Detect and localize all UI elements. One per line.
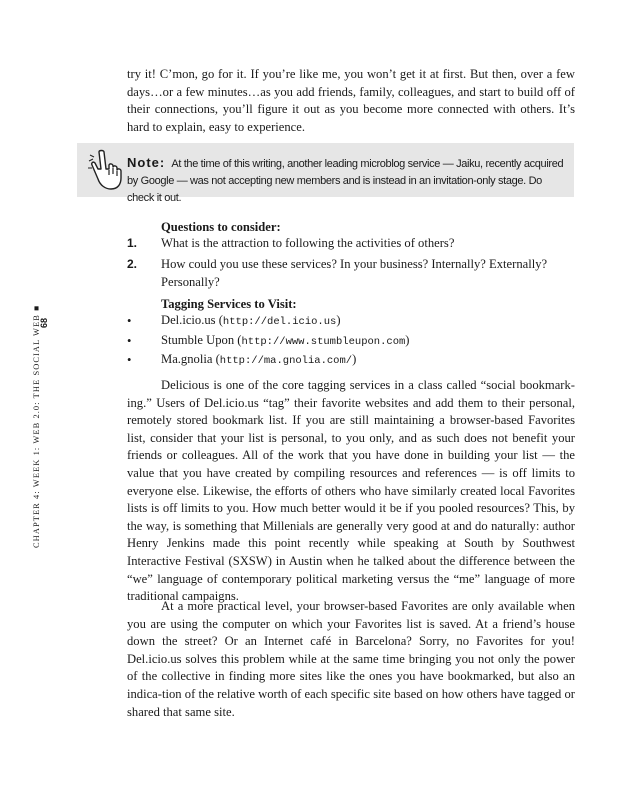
bullet: • xyxy=(127,353,132,367)
question-text: How could you use these services? In your business? Internally? Externally? Personally? xyxy=(161,257,548,289)
list-item: Del.icio.us (http://del.icio.us) xyxy=(161,313,341,328)
service-url[interactable]: http://ma.gnolia.com/ xyxy=(219,355,353,367)
list-item: Stumble Upon (http://www.stumbleupon.com) xyxy=(161,333,410,348)
body-paragraph-2: At a more practical level, your browser-based Favorites are only available when you are using the computer on which your Favorites list is saved. At a friend’s house down the street? Or an Internet café in Barcelona? Sorry, no Favorites for you! Del.icio.us solves this problem while at the same time bringing you not only the power of the collective in finding more sites like the ones you have bookmarked, but also an indica-tion of the relative worth of each specific site based on how others have tagged or shared that same site. xyxy=(127,599,575,719)
questions-heading: Questions to consider: xyxy=(161,220,281,234)
question-number: 2. xyxy=(127,257,138,271)
question-number: 1. xyxy=(127,236,138,250)
running-head: CHAPTER 4: WEEK 1: WEB 2.0: THE SOCIAL WEB ■ xyxy=(32,304,41,548)
service-name: Del.icio.us xyxy=(161,313,216,327)
service-name: Stumble Upon xyxy=(161,333,235,347)
pointing-hand-icon xyxy=(87,149,125,193)
tagging-heading: Tagging Services to Visit: xyxy=(161,297,297,311)
list-item: Ma.gnolia (http://ma.gnolia.com/) xyxy=(161,352,357,367)
bullet: • xyxy=(127,314,132,328)
note-label: Note: xyxy=(127,155,166,170)
note-body: At the time of this writing, another leading microblog service — Jaiku, recently acquired by Google — was not accepting new members and is instead in an invitation-only stage. Do check it out. xyxy=(127,158,564,204)
service-url[interactable]: http://del.icio.us xyxy=(222,316,337,328)
body-paragraph-1: Delicious is one of the core tagging services in a class called “social bookmark-ing.” Users of Del.icio.us “tag” their favorite websites and add them to their personal, remotely stored bookmark list. If you are still maintaining a browser-based Favorites list, consider that your list is personal, to you only, and as such does not benefit your friends or colleagues. All of the work that you have done in building your list — the value that you have created by compiling resources and references — is off limits to everyone else. Likewise, the efforts of others who have similarly created local Favorites lists is off limits to you. How much better would it be if you pooled resources? This, by the way, is something that Millenials are generally very good at and do naturally: author Henry Jenkins made this point recently while speaking at South by Southwest Interactive Festival (SXSW) in Austin when he talked about the difference between the “we” language of contemporary political marketing versus the “me” language of more traditional campaigns. xyxy=(127,378,575,604)
page-number: 68 xyxy=(39,317,49,328)
service-url[interactable]: http://www.stumbleupon.com xyxy=(241,336,406,348)
note-box xyxy=(77,143,574,204)
bullet: • xyxy=(127,334,132,348)
intro-paragraph: try it! C’mon, go for it. If you’re like me, you won’t get it at first. But then, over a few days…or a few minutes…as you add friends, family, colleagues, and start to build off of their connections, you’ll figure it out as you become more connected with others. It’s hard to explain, easy to experience. xyxy=(127,67,575,134)
note-text-block xyxy=(127,154,567,207)
service-name: Ma.gnolia xyxy=(161,352,213,366)
question-text: What is the attraction to following the activities of others? xyxy=(161,236,455,250)
